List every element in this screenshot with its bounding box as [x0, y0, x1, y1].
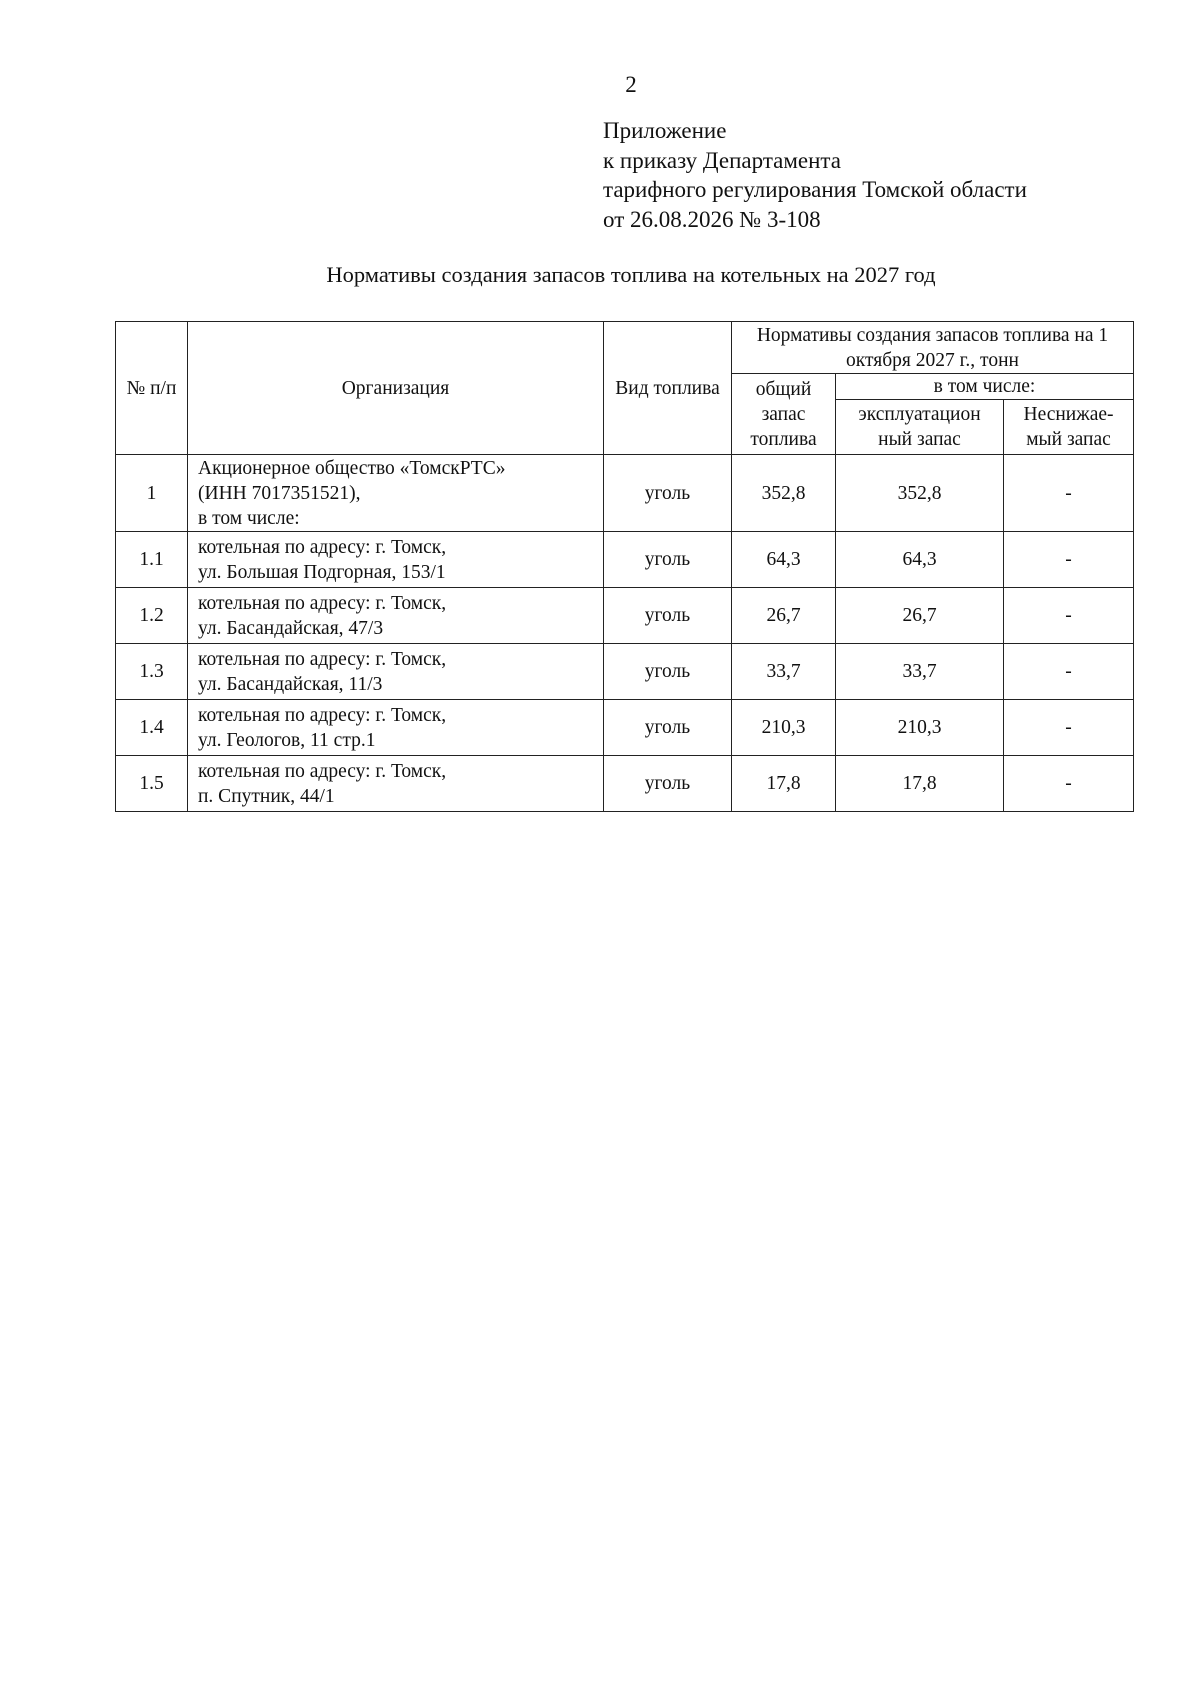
row-num: 1.1	[116, 532, 188, 588]
org-line: котельная по адресу: г. Томск,	[198, 704, 447, 726]
org-line: ул. Басандайская, 11/3	[198, 673, 383, 695]
fuel-norms-table	[115, 321, 1134, 812]
row-operational: 26,7	[836, 588, 1004, 644]
row-fuel: уголь	[604, 644, 732, 700]
org-line: котельная по адресу: г. Томск,	[198, 536, 447, 558]
row-fuel: уголь	[604, 532, 732, 588]
org-line: ул. Геологов, 11 стр.1	[198, 729, 376, 751]
row-total: 64,3	[732, 532, 836, 588]
row-num: 1.5	[116, 756, 188, 812]
row-organization	[188, 644, 604, 700]
header-operational-stock: эксплуатацион ный запас	[836, 400, 1004, 455]
row-operational: 352,8	[836, 455, 1004, 532]
page-number: 2	[625, 72, 637, 97]
table-row	[116, 700, 1134, 756]
table-row	[116, 588, 1134, 644]
row-irreducible: -	[1004, 756, 1134, 812]
row-num: 1.3	[116, 644, 188, 700]
header-num: № п/п	[116, 322, 188, 455]
row-fuel: уголь	[604, 588, 732, 644]
row-irreducible: -	[1004, 455, 1134, 532]
row-total: 210,3	[732, 700, 836, 756]
row-total: 26,7	[732, 588, 836, 644]
appendix-line: тарифного регулирования Томской области	[603, 177, 1027, 202]
appendix-line: к приказу Департамента	[603, 147, 841, 173]
org-line: (ИНН 7017351521),	[198, 482, 361, 504]
header-fuel-type: Вид топлива	[604, 322, 732, 455]
row-operational: 210,3	[836, 700, 1004, 756]
row-operational: 64,3	[836, 532, 1004, 588]
header-irreducible-stock: Неснижае- мый запас	[1004, 400, 1134, 455]
appendix-line: от 26.08.2026 № 3-108	[603, 206, 821, 232]
header-norms: Нормативы создания запасов топлива на 1 октября 2027 г., тонн	[732, 322, 1134, 374]
header-organization: Организация	[188, 322, 604, 455]
header-total-stock: общий запас топлива	[732, 374, 836, 455]
org-line: котельная по адресу: г. Томск,	[198, 648, 447, 670]
row-total: 33,7	[732, 644, 836, 700]
org-line: Акционерное общество «ТомскРТС»	[198, 457, 506, 479]
row-num: 1	[116, 455, 188, 532]
row-total: 17,8	[732, 756, 836, 812]
document-title: Нормативы создания запасов топлива на котельных на 2027 год	[326, 262, 936, 287]
table-row	[116, 644, 1134, 700]
row-operational: 33,7	[836, 644, 1004, 700]
row-irreducible: -	[1004, 532, 1134, 588]
row-organization	[188, 532, 604, 588]
row-num: 1.2	[116, 588, 188, 644]
row-fuel: уголь	[604, 756, 732, 812]
row-fuel: уголь	[604, 455, 732, 532]
appendix-block	[603, 116, 1027, 234]
table-row	[116, 455, 1134, 532]
org-line: п. Спутник, 44/1	[198, 785, 335, 807]
row-organization	[188, 756, 604, 812]
row-irreducible: -	[1004, 644, 1134, 700]
row-total: 352,8	[732, 455, 836, 532]
org-line: в том числе:	[198, 507, 300, 529]
org-line: ул. Басандайская, 47/3	[198, 617, 384, 639]
row-irreducible: -	[1004, 588, 1134, 644]
table-row	[116, 532, 1134, 588]
row-organization	[188, 455, 604, 532]
row-operational: 17,8	[836, 756, 1004, 812]
row-fuel: уголь	[604, 700, 732, 756]
header-including: в том числе:	[836, 374, 1134, 400]
row-irreducible: -	[1004, 700, 1134, 756]
org-line: котельная по адресу: г. Томск,	[198, 760, 447, 782]
org-line: котельная по адресу: г. Томск,	[198, 592, 447, 614]
table-row	[116, 756, 1134, 812]
org-line: ул. Большая Подгорная, 153/1	[198, 561, 446, 583]
row-num: 1.4	[116, 700, 188, 756]
row-organization	[188, 588, 604, 644]
appendix-line: Приложение	[603, 118, 727, 143]
row-organization	[188, 700, 604, 756]
